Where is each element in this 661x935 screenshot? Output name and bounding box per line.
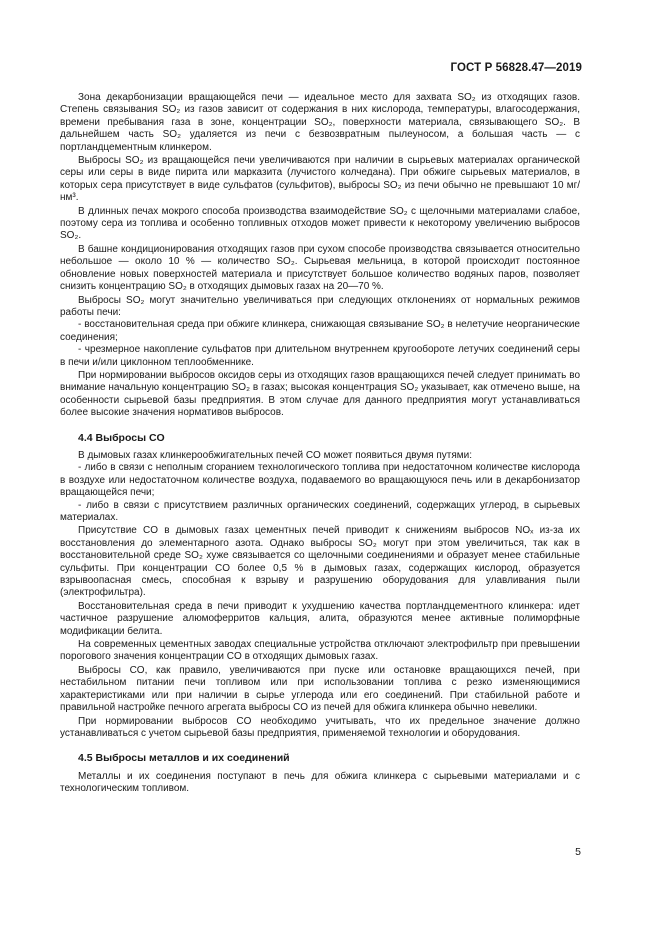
document-code: ГОСТ Р 56828.47—2019: [450, 62, 582, 74]
paragraph: Выбросы CO, как правило, увеличиваются при пуске или остановке вращающихся печей, при нестабильном питании печи топливом или при использовании топлива с резко изменяющимися характеристиками или при наличии в сырье углерода или его соединений. При стабильной работе и правильной настройке печного агрегата выбросы CO из печей для обжига клинкера обычно невелики.: [60, 664, 580, 714]
list-item: - либо в связи с неполным сгоранием технологического топлива при недостаточном количестве кислорода в воздухе или недостаточном количестве воздуха, подаваемого во вращающуюся печь или в декарбонизатор вращающейся печи;: [60, 462, 580, 499]
paragraph: При нормировании выбросов CO необходимо учитывать, что их предельное значение должно устанавливаться с учетом сырьевой базы предприятия, применяемой технологии и оборудования.: [60, 715, 580, 739]
list-item: - восстановительная среда при обжиге клинкера, снижающая связывание SO₂ в нелетучие неорганические соединения;: [60, 319, 580, 343]
section-heading-4-4: 4.4 Выбросы CO: [78, 431, 165, 444]
paragraph: Восстановительная среда в печи приводит к ухудшению качества портландцементного клинкера: идет частичное разрушение алюмоферритов кальция, алита, образуются менее активные полиморфные модификации белита.: [60, 600, 580, 637]
paragraph: В дымовых газах клинкерообжигательных печей CO может появиться двумя путями:: [78, 449, 473, 461]
list-item: - чрезмерное накопление сульфатов при длительном внутреннем кругообороте летучих соединений серы в печи и/или циклонном теплообменнике.: [60, 344, 580, 368]
section-heading-4-5: 4.5 Выбросы металлов и их соединений: [78, 752, 290, 765]
paragraph: Выбросы SO₂ могут значительно увеличиваться при следующих отклонениях от нормальных режимов работы печи:: [60, 294, 580, 318]
paragraph: В башне кондиционирования отходящих газов при сухом способе производства связывается относительно небольшое — около 10 % — количество SO₂. Сырьевая мельница, в которой происходит постоянное обновление новых поверхностей материала и присутствует большое количество водяных паров, позволяет снизить концентрацию SO₂ в отходящих дымовых газах на 20—70 %.: [60, 243, 580, 293]
paragraph: Зона декарбонизации вращающейся печи — идеальное место для захвата SO₂ из отходящих газов. Степень связывания SO₂ из газов зависит от содержания в них кислорода, температуры, влагосодержания, времени пребывания газа в зоне, концентрации SO₂, поверхности материала, связывающего SO₂. В дальнейшем часть SO₂ удаляется из печи с безвозвратным пылеуносом, а большая часть — с портландцементным клинкером.: [60, 92, 580, 153]
list-item: - либо в связи с присутствием различных органических соединений, содержащих углерод, в сырьевых материалах.: [60, 499, 580, 523]
document-body: [60, 92, 580, 796]
paragraph: Металлы и их соединения поступают в печь для обжига клинкера с сырьевыми материалами и с технологическим топливом.: [60, 770, 580, 795]
paragraph: На современных цементных заводах специальные устройства отключают электрофильтр при превышении порогового значения концентрации CO в отходящих дымовых газах.: [60, 639, 580, 663]
paragraph: Присутствие CO в дымовых газах цементных печей приводит к снижениям выбросов NOₓ из-за их восстановления до элементарного азота. Однако выбросы SO₂ могут при этом увеличиться, так как в восстановительной среде SO₂ хуже связывается со щелочными соединениями и образует менее стабильные сульфиты. При концентрации CO более 0,5 % в дымовых газах, содержащих кислород, образуется взрывоопасная смесь, способная к взрыву и разрушению оборудования для улавливания пыли (электрофильтра).: [60, 525, 580, 599]
paragraph: Выбросы SO₂ из вращающейся печи увеличиваются при наличии в сырьевых материалах органической серы или серы в виде пирита или марказита (лучистого колчедана). При обжиге сырьевых материалов, в которых сера присутствует в виде сульфатов (сульфитов), выбросы SO₂ из печи обычно не превышают 10 мг/нм³.: [60, 155, 580, 204]
paragraph: В длинных печах мокрого способа производства взаимодействие SO₂ с щелочными материалами слабое, поэтому сера из топлива и особенно топливных отходов может привести к некоторому увеличению выбросов SO₂.: [60, 205, 580, 242]
paragraph: При нормировании выбросов оксидов серы из отходящих газов вращающихся печей следует принимать во внимание начальную концентрацию SO₂ в газах; высокая концентрация SO₂ указывает, как отмечено выше, на особенности сырьевой базы предприятия. В этом случае для данного предприятия могут устанавливаться более высокие значения нормативов выбросов.: [60, 369, 580, 419]
page-number: 5: [575, 846, 581, 858]
